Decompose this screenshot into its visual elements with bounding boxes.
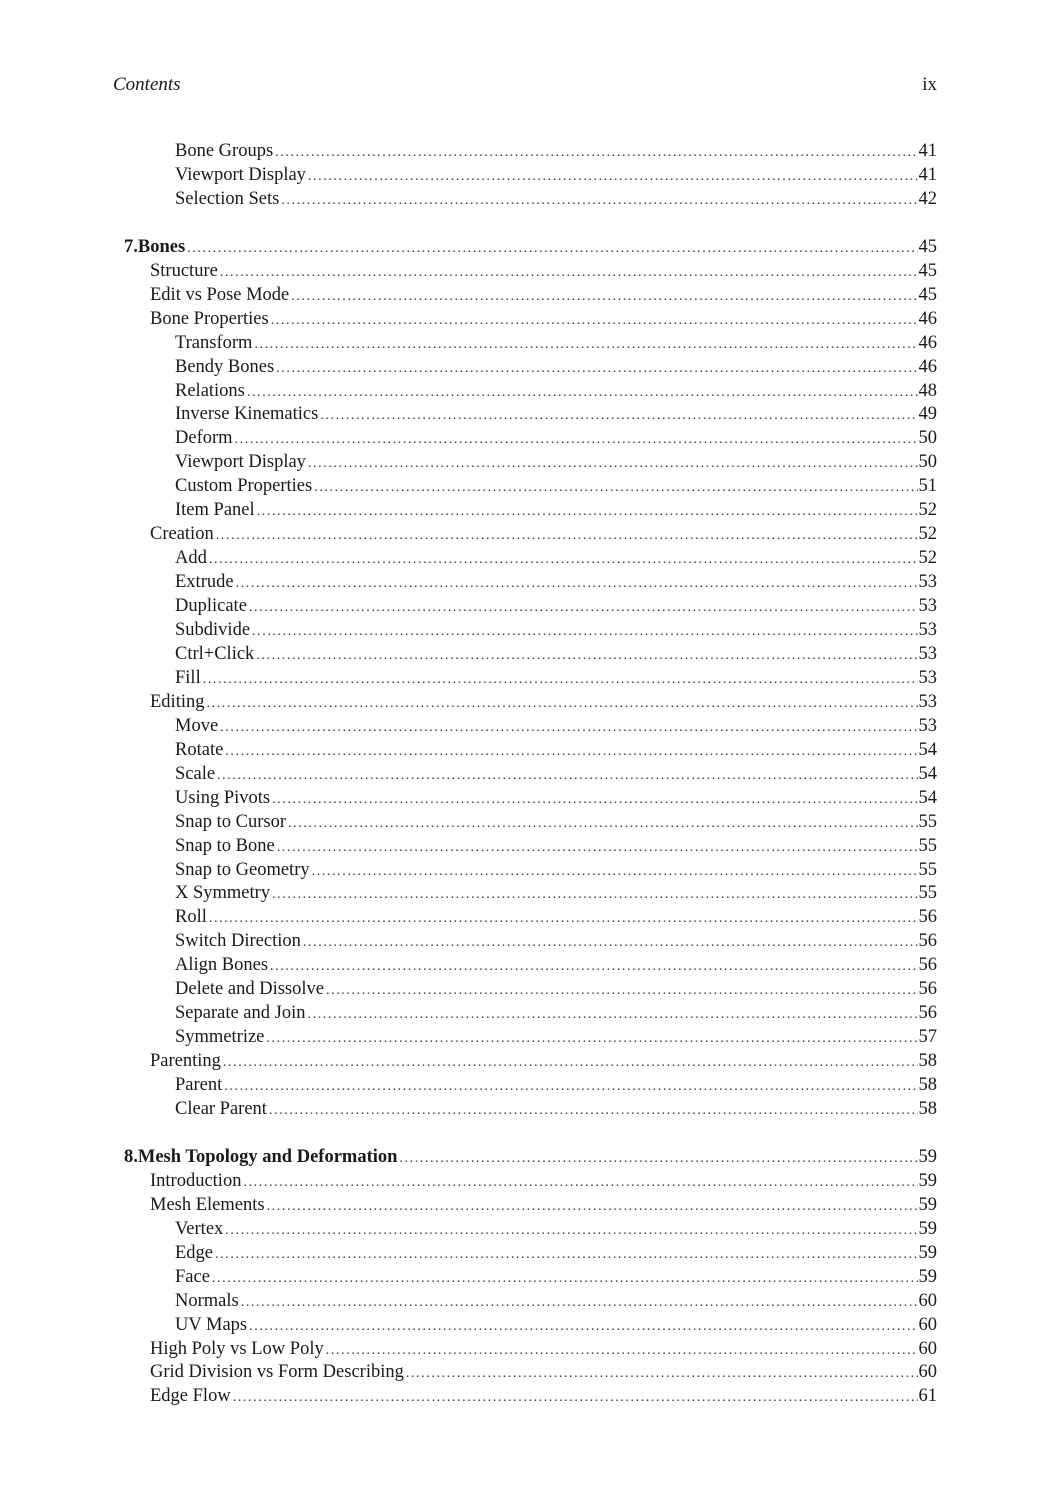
dot-leader: [236, 572, 918, 596]
toc-entry[interactable]: [175, 618, 937, 642]
dot-leader: [209, 548, 918, 572]
toc-page-number: 56: [918, 931, 937, 952]
dot-leader: [276, 357, 917, 381]
toc-page-number: 53: [918, 691, 937, 712]
toc-entry-title: Mesh Elements: [150, 1194, 265, 1215]
dot-leader: [399, 1147, 917, 1171]
toc-entry-title: Grid Division vs Form Describing: [150, 1362, 404, 1383]
toc-entry-title: Edit vs Pose Mode: [150, 284, 290, 305]
page-number: ix: [922, 74, 937, 95]
toc-entry[interactable]: [175, 810, 937, 834]
toc-entry-title: Snap to Cursor: [175, 811, 286, 832]
toc-page-number: 55: [918, 811, 937, 832]
toc-page-number: 56: [918, 955, 937, 976]
toc-page-number: 54: [918, 787, 937, 808]
toc-entry-title: Switch Direction: [175, 931, 301, 952]
dot-leader: [267, 1195, 918, 1219]
toc-entry[interactable]: [175, 546, 937, 570]
toc-entry-title: Delete and Dissolve: [175, 979, 324, 1000]
toc-entry-title: Clear Parent: [175, 1099, 267, 1119]
toc-entry[interactable]: [175, 594, 937, 618]
toc-page-number: 45: [918, 260, 937, 281]
toc-page-number: 53: [918, 620, 937, 640]
toc-entry[interactable]: [150, 522, 937, 546]
toc-entry[interactable]: [175, 977, 937, 1001]
toc-entry-title: Using Pivots: [175, 787, 271, 808]
toc-entry-title: Align Bones: [175, 955, 269, 976]
toc-entry-title: Separate and Join: [175, 1003, 306, 1024]
toc-entry-title: Parenting: [150, 1051, 221, 1072]
toc-page-number: 45: [918, 236, 937, 257]
toc-entry-title: Inverse Kinematics: [175, 404, 319, 425]
dot-leader: [406, 1362, 918, 1386]
toc-entry-title: Duplicate: [175, 596, 247, 617]
toc-entry[interactable]: [175, 187, 937, 211]
toc-entry[interactable]: [175, 762, 937, 786]
toc-page-number: 59: [918, 1194, 937, 1215]
toc-entry-title: Structure: [150, 260, 218, 281]
dot-leader: [308, 452, 918, 476]
toc-entry-title: Bendy Bones: [175, 356, 275, 377]
toc-entry[interactable]: [175, 1025, 937, 1049]
toc-page-number: 58: [918, 1075, 937, 1096]
toc-page-number: 56: [918, 907, 937, 928]
toc-entry[interactable]: [175, 426, 937, 450]
toc-page-number: 59: [918, 1218, 937, 1239]
toc-entry[interactable]: [150, 307, 937, 331]
toc-entry[interactable]: [175, 331, 937, 355]
toc-entry[interactable]: [175, 1241, 937, 1265]
dot-leader: [233, 1386, 918, 1410]
toc-entry[interactable]: [175, 953, 937, 977]
dot-leader: [216, 524, 918, 548]
toc-entry[interactable]: [175, 498, 937, 522]
dot-leader: [249, 596, 918, 620]
toc-entry-title: Editing: [150, 691, 205, 712]
toc-entry[interactable]: [175, 1073, 937, 1097]
dot-leader: [209, 907, 918, 931]
toc-entry-title: Snap to Bone: [175, 835, 275, 856]
toc-entry[interactable]: [150, 1049, 937, 1073]
toc-entry[interactable]: [175, 666, 937, 690]
dot-leader: [256, 644, 917, 668]
dot-leader: [272, 788, 917, 812]
dot-leader: [220, 261, 918, 285]
toc-page-number: 55: [918, 859, 937, 880]
toc-entry[interactable]: [175, 450, 937, 474]
dot-leader: [243, 1171, 917, 1195]
toc-entry-title: Rotate: [175, 739, 224, 760]
toc-entry[interactable]: [175, 905, 937, 929]
toc-entry[interactable]: [175, 834, 937, 858]
toc-page-number: 56: [918, 979, 937, 1000]
dot-leader: [224, 1075, 917, 1099]
chapter-number: 7.: [124, 236, 138, 257]
toc-entry[interactable]: [150, 283, 937, 307]
toc-page-number: 51: [918, 476, 937, 497]
toc-page-number: 52: [918, 524, 937, 545]
dot-leader: [203, 668, 918, 692]
toc-entry[interactable]: [175, 881, 937, 905]
dot-leader: [277, 836, 918, 860]
toc-entry-title: Relations: [175, 380, 245, 401]
dot-leader: [249, 1315, 917, 1339]
toc-page-number: 53: [918, 667, 937, 688]
toc-entry-title: Extrude: [175, 572, 234, 593]
toc-chapter-entry[interactable]: [124, 1145, 937, 1169]
dot-leader: [270, 955, 917, 979]
toc-entry-title: Bone Properties: [150, 308, 269, 329]
toc-entry[interactable]: [175, 786, 937, 810]
toc-page-number: 59: [918, 1170, 937, 1191]
toc-page-number: 56: [918, 1003, 937, 1024]
toc-page-number: 60: [918, 1314, 937, 1335]
toc-entry-title: Transform: [175, 332, 253, 353]
toc-entry[interactable]: [175, 163, 937, 187]
toc-page-number: 46: [918, 356, 937, 377]
toc-entry-title: Face: [175, 1266, 210, 1287]
toc-entry-title: Bones: [137, 236, 186, 257]
dot-leader: [320, 404, 917, 428]
toc-entry-title: Vertex: [175, 1218, 224, 1239]
toc-entry[interactable]: [175, 1217, 937, 1241]
toc-entry[interactable]: [175, 1289, 937, 1313]
toc-entry[interactable]: [175, 1001, 937, 1025]
toc-entry-title: Creation: [150, 524, 214, 545]
toc-entry[interactable]: [150, 1169, 937, 1193]
toc-page-number: 59: [918, 1266, 937, 1287]
toc-entry-title: Custom Properties: [175, 476, 313, 497]
toc-entry[interactable]: [175, 1265, 937, 1289]
toc-entry[interactable]: [150, 1384, 937, 1408]
toc-entry-title: Selection Sets: [175, 188, 280, 209]
toc-entry-title: Subdivide: [175, 620, 251, 640]
toc-page-number: 60: [918, 1362, 937, 1383]
toc-entry-title: Introduction: [150, 1170, 242, 1191]
toc-page-number: 59: [918, 1146, 937, 1167]
toc-entry[interactable]: [175, 570, 937, 594]
toc-entry[interactable]: [175, 379, 937, 403]
toc-entry-title: High Poly vs Low Poly: [150, 1338, 324, 1359]
dot-leader: [272, 883, 917, 907]
toc-page-number: 55: [918, 835, 937, 856]
dot-leader: [308, 1003, 918, 1027]
toc-entry-title: UV Maps: [175, 1314, 248, 1335]
toc-entry-title: Viewport Display: [175, 452, 306, 473]
toc-entry[interactable]: [175, 738, 937, 762]
toc-page-number: 53: [918, 715, 937, 736]
toc-entry-title: Symmetrize: [175, 1027, 265, 1048]
toc-page-number: 60: [918, 1338, 937, 1359]
toc-page-number: 59: [918, 1242, 937, 1263]
dot-leader: [212, 1267, 918, 1291]
toc-entry[interactable]: [150, 1193, 937, 1217]
dot-leader: [235, 428, 918, 452]
toc-page-number: 58: [918, 1051, 937, 1072]
dot-leader: [326, 1339, 918, 1363]
toc-entry-title: Ctrl+Click: [175, 643, 255, 664]
toc-entry[interactable]: [175, 1097, 937, 1121]
toc-entry[interactable]: [150, 690, 937, 714]
toc-entry-title: Deform: [175, 428, 233, 449]
toc-entry-title: Viewport Display: [175, 164, 306, 185]
toc-page-number: 53: [918, 643, 937, 664]
toc-entry[interactable]: [175, 714, 937, 738]
dot-leader: [303, 931, 918, 955]
dot-leader: [225, 740, 917, 764]
toc-entry-title: Add: [175, 548, 207, 569]
toc-entry-title: Mesh Topology and Deformation: [137, 1146, 398, 1167]
dot-leader: [269, 1099, 918, 1123]
dot-leader: [312, 860, 918, 884]
toc-page-number: 55: [918, 883, 937, 904]
toc-entry[interactable]: [175, 474, 937, 498]
dot-leader: [225, 1219, 917, 1243]
dot-leader: [187, 237, 917, 261]
toc-entry-title: Normals: [175, 1290, 239, 1311]
dot-leader: [206, 692, 917, 716]
chapter-number: 8.: [124, 1146, 138, 1167]
toc-entry[interactable]: [175, 355, 937, 379]
dot-leader: [252, 620, 917, 644]
toc-entry-title: Item Panel: [175, 500, 255, 521]
toc-page-number: 45: [918, 284, 937, 305]
dot-leader: [291, 285, 917, 309]
toc-entry-title: Scale: [175, 763, 216, 784]
toc-entry-title: Snap to Geometry: [175, 859, 310, 880]
dot-leader: [314, 476, 917, 500]
toc-entry[interactable]: [175, 1313, 937, 1337]
dot-leader: [254, 333, 917, 357]
toc-page-number: 46: [918, 308, 937, 329]
toc-entry[interactable]: [175, 858, 937, 882]
toc-entry-title: Fill: [175, 667, 201, 688]
toc-entry-title: Bone Groups: [175, 141, 274, 161]
toc-entry[interactable]: [175, 402, 937, 426]
toc-entry[interactable]: [175, 642, 937, 666]
toc-entry-title: Move: [175, 715, 219, 736]
dot-leader: [241, 1291, 918, 1315]
dot-leader: [223, 1051, 918, 1075]
dot-leader: [217, 764, 917, 788]
dot-leader: [275, 141, 917, 165]
toc-entry[interactable]: [175, 929, 937, 953]
dot-leader: [215, 1243, 917, 1267]
dot-leader: [220, 716, 917, 740]
dot-leader: [308, 165, 918, 189]
toc-entry-title: Edge: [175, 1242, 214, 1263]
toc-page-number: 52: [918, 500, 937, 521]
toc-entry-title: Parent: [175, 1075, 223, 1096]
dot-leader: [257, 500, 918, 524]
toc-page-number: 52: [918, 548, 937, 569]
toc-entry-title: Roll: [175, 907, 207, 928]
toc-page-number: 48: [918, 380, 937, 401]
toc-page-number: 54: [918, 763, 937, 784]
toc-entry-title: Edge Flow: [150, 1386, 231, 1407]
toc-page-number: 57: [918, 1027, 937, 1048]
toc-page-number: 42: [918, 188, 937, 209]
toc-page-number: 54: [918, 739, 937, 760]
toc-page-number: 53: [918, 596, 937, 617]
toc-entry[interactable]: [150, 259, 937, 283]
toc-page-number: 46: [918, 332, 937, 353]
dot-leader: [247, 381, 918, 405]
toc-entry[interactable]: [150, 1360, 937, 1384]
toc-page-number: 58: [918, 1099, 937, 1119]
toc-page-number: 41: [918, 164, 937, 185]
toc-page-number: 53: [918, 572, 937, 593]
toc-page-number: 50: [918, 452, 937, 473]
toc-entry[interactable]: [150, 1337, 937, 1361]
toc-chapter-entry[interactable]: [124, 235, 937, 259]
toc-entry[interactable]: [175, 139, 937, 163]
dot-leader: [281, 189, 917, 213]
dot-leader: [271, 309, 918, 333]
dot-leader: [288, 812, 918, 836]
toc-page-number: 49: [918, 404, 937, 425]
dot-leader: [326, 979, 918, 1003]
toc-page-number: 41: [918, 141, 937, 161]
toc-page-number: 61: [918, 1386, 937, 1407]
toc-page-number: 50: [918, 428, 937, 449]
toc-entry-title: X Symmetry: [175, 883, 271, 904]
dot-leader: [266, 1027, 917, 1051]
toc-page-number: 60: [918, 1290, 937, 1311]
running-head-title: Contents: [113, 74, 181, 95]
